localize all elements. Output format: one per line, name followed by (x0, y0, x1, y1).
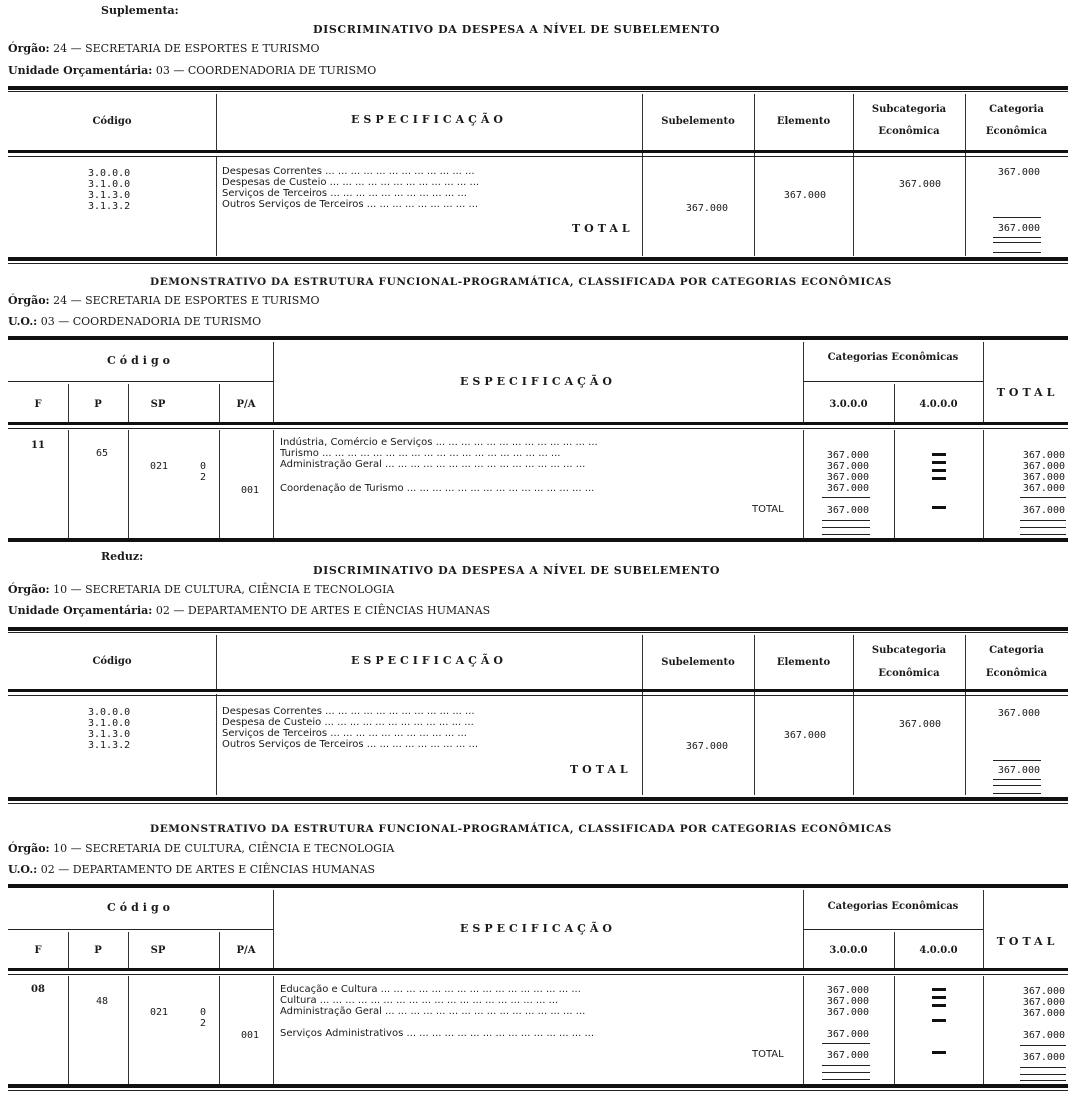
col-categorias: Categorias Econômicas (827, 901, 959, 912)
col3-values (803, 450, 869, 494)
code: 3.1.0.0 (88, 179, 131, 190)
col-codigo: Código (92, 116, 132, 127)
p-value: 65 (95, 448, 108, 459)
col-subelemento: Subelemento (661, 657, 735, 668)
list-item: Indústria, Comércio e Serviços ... ... ... ... ... ... ... ... ... ... ... ... ... (280, 437, 598, 448)
dash (932, 469, 946, 472)
section-title: DEMONSTRATIVO DA ESTRUTURA FUNCIONAL-PROGRAMÁTICA, CLASSIFICADA POR CATEGORIAS ECONÔMICAS (150, 823, 892, 835)
col-especificacao: ESPECIFICAÇÃO (350, 113, 507, 126)
col4-values (894, 450, 983, 485)
elemento-value: 367.000 (783, 730, 826, 741)
list-item: Outros Serviços de Terceiros ... ... ... ... ... ... ... ... ... (222, 739, 479, 750)
orgao-value: 10 — SECRETARIA DE CULTURA, CIÊNCIA E TECNOLOGIA (53, 842, 395, 855)
col-subelemento: Subelemento (661, 116, 735, 127)
col3-values (803, 985, 869, 1040)
col-total: TOTAL (996, 386, 1059, 399)
col-subcategoria-2: Econômica (878, 668, 940, 679)
value: 367.000 (826, 450, 869, 461)
categoria-total: 367.000 (997, 765, 1040, 776)
col-elemento: Elemento (776, 657, 831, 668)
value: 367.000 (1022, 997, 1065, 1008)
subelemento-value: 367.000 (685, 203, 728, 214)
table-top-rule-thin (8, 91, 1068, 92)
categoria-value: 367.000 (997, 708, 1040, 719)
table-top-rule (8, 336, 1068, 340)
col-f: F (34, 945, 42, 956)
sp-value: 021 (149, 1007, 168, 1018)
dash (932, 453, 946, 456)
total-label: TOTAL (570, 763, 632, 776)
col-p: P (94, 945, 102, 956)
list-item: Serviços de Terceiros ... ... ... ... ... ... ... ... ... ... ... (222, 188, 467, 199)
codes-list (88, 168, 148, 212)
subelemento-value: 367.000 (685, 741, 728, 752)
list-item: Despesa de Custeio ... ... ... ... ... ... ... ... ... ... ... ... (222, 717, 474, 728)
col4-values (894, 985, 983, 1027)
value: 367.000 (1022, 461, 1065, 472)
uo-value: 03 — COORDENADORIA DE TURISMO (40, 315, 262, 328)
f-value: 11 (31, 440, 45, 451)
col-3000: 3.0.0.0 (829, 945, 868, 956)
unidade-line (8, 64, 376, 77)
header-rule (8, 422, 1068, 425)
col-elemento: Elemento (776, 116, 831, 127)
col-sp: SP (150, 945, 166, 956)
pa-value: 001 (240, 1030, 259, 1041)
unidade-value: 03 — COORDENADORIA DE TURISMO (155, 64, 377, 77)
col-3000: 3.0.0.0 (829, 399, 868, 410)
total-3000: 367.000 (826, 1050, 869, 1061)
list-item: Coordenação de Turismo ... ... ... ... ... ... ... ... ... ... ... ... ... ... ... (280, 483, 595, 494)
items-list (280, 984, 798, 1039)
col-categorias: Categorias Econômicas (827, 352, 959, 363)
value: 367.000 (826, 1029, 869, 1040)
orgao-value: 24 — SECRETARIA DE ESPORTES E TURISMO (53, 294, 320, 307)
code: 3.1.3.2 (88, 740, 131, 751)
orgao-line (8, 842, 394, 855)
sp-sub-item: 0 (200, 1007, 207, 1018)
orgao-value: 24 — SECRETARIA DE ESPORTES E TURISMO (53, 42, 320, 55)
value: 367.000 (826, 985, 869, 996)
section-action-label: Reduz: (101, 550, 144, 563)
table-bottom-rule (8, 797, 1068, 801)
uo-label: U.O.: (8, 863, 38, 876)
subcategoria-value: 367.000 (898, 719, 941, 730)
col-subcategoria-2: Econômica (878, 126, 940, 137)
list-item: Administração Geral ... ... ... ... ... ... ... ... ... ... ... ... ... ... ... ... (280, 1006, 586, 1017)
table-bottom-rule (8, 257, 1068, 261)
total-3000: 367.000 (826, 505, 869, 516)
orgao-label: Órgão: (8, 42, 50, 55)
list-item: Serviços de Terceiros ... ... ... ... ... ... ... ... ... ... ... (222, 728, 467, 739)
col-pa: P/A (236, 945, 256, 956)
value: 367.000 (826, 461, 869, 472)
header-rule (8, 968, 1068, 971)
sp-sub-item: 2 (200, 472, 207, 483)
orgao-line (8, 294, 320, 307)
code: 3.0.0.0 (88, 707, 131, 718)
col-f: F (34, 399, 42, 410)
total-values (983, 986, 1065, 1041)
unidade-label: Unidade Orçamentária: (8, 604, 153, 617)
section-title: DISCRIMINATIVO DA DESPESA A NÍVEL DE SUBELEMENTO (313, 23, 721, 36)
orgao-label: Órgão: (8, 583, 50, 596)
total-label: TOTAL (752, 504, 784, 515)
unidade-label: Unidade Orçamentária: (8, 64, 153, 77)
col-categoria: Categoria (989, 645, 1044, 656)
unidade-value: 02 — DEPARTAMENTO DE ARTES E CIÊNCIAS HUMANAS (155, 604, 491, 617)
grand-total: 367.000 (1022, 1052, 1065, 1063)
col-categoria: Categoria (989, 104, 1044, 115)
col-categoria-2: Econômica (985, 126, 1048, 137)
value: 367.000 (1022, 472, 1065, 483)
items-list (222, 166, 636, 210)
dash (932, 996, 946, 999)
total-4000 (894, 503, 983, 514)
sp-sub (200, 1007, 206, 1029)
value: 367.000 (826, 472, 869, 483)
header-rule (8, 689, 1068, 692)
col-sp: SP (150, 399, 166, 410)
value: 367.000 (1022, 1008, 1065, 1019)
items-list (222, 706, 636, 750)
unidade-line (8, 604, 490, 617)
col-total: TOTAL (996, 935, 1059, 948)
col-especificacao: ESPECIFICAÇÃO (350, 654, 507, 667)
value: 367.000 (1022, 450, 1065, 461)
orgao-label: Órgão: (8, 842, 50, 855)
elemento-value: 367.000 (783, 190, 826, 201)
p-value: 48 (95, 996, 108, 1007)
col-especificacao: ESPECIFICAÇÃO (459, 375, 616, 388)
categoria-value: 367.000 (997, 167, 1040, 178)
orgao-value: 10 — SECRETARIA DE CULTURA, CIÊNCIA E TECNOLOGIA (53, 583, 395, 596)
sp-sub-item: 0 (200, 461, 207, 472)
orgao-line (8, 583, 394, 596)
dash (932, 988, 946, 991)
col-subcategoria: Subcategoria (871, 645, 947, 656)
uo-label: U.O.: (8, 315, 38, 328)
section-action-label: Suplementa: (101, 4, 179, 17)
col-especificacao: ESPECIFICAÇÃO (459, 922, 616, 935)
header-rule (8, 150, 1068, 153)
code: 3.1.0.0 (88, 718, 131, 729)
value: 367.000 (1022, 483, 1065, 494)
col-pa: P/A (236, 399, 256, 410)
total-label: TOTAL (752, 1049, 784, 1060)
col-codigo: Código (92, 656, 132, 667)
dash (932, 1051, 946, 1054)
value: 367.000 (826, 483, 869, 494)
table-top-rule (8, 884, 1068, 888)
pa-value: 001 (240, 485, 259, 496)
sp-sub-item: 2 (200, 1018, 207, 1029)
col-4000: 4.0.0.0 (919, 399, 958, 410)
uo-line (8, 863, 375, 876)
col-categoria-2: Econômica (985, 668, 1048, 679)
value: 367.000 (1022, 986, 1065, 997)
table-top-rule (8, 627, 1068, 631)
list-item: Cultura ... ... ... ... ... ... ... ... ... ... ... ... ... ... ... ... ... ... ... (280, 995, 559, 1006)
total-values (983, 450, 1065, 494)
value: 367.000 (1022, 1030, 1065, 1041)
list-item: Turismo ... ... ... ... ... ... ... ... ... ... ... ... ... ... ... ... ... ... ... (280, 448, 561, 459)
list-item: Serviços Administrativos ... ... ... ... ... ... ... ... ... ... ... ... ... ... ... (280, 1028, 594, 1039)
grand-total: 367.000 (1022, 505, 1065, 516)
sp-value: 021 (149, 461, 168, 472)
col-4000: 4.0.0.0 (919, 945, 958, 956)
dash (932, 506, 946, 509)
value: 367.000 (826, 996, 869, 1007)
total-label: TOTAL (572, 222, 634, 235)
dash (932, 1019, 946, 1022)
code: 3.1.3.2 (88, 201, 131, 212)
code: 3.1.3.0 (88, 190, 131, 201)
list-item: Despesas Correntes ... ... ... ... ... ... ... ... ... ... ... ... (222, 166, 475, 177)
uo-line (8, 315, 261, 328)
orgao-label: Órgão: (8, 294, 50, 307)
col-codigo: Código (107, 901, 174, 914)
dash (932, 477, 946, 480)
list-item: Administração Geral ... ... ... ... ... ... ... ... ... ... ... ... ... ... ... ... (280, 459, 586, 470)
dash (932, 1004, 946, 1007)
section-title: DISCRIMINATIVO DA DESPESA A NÍVEL DE SUBELEMENTO (313, 564, 721, 577)
table-bottom-rule (8, 1084, 1068, 1088)
codes-list (88, 707, 148, 751)
list-item: Educação e Cultura ... ... ... ... ... ... ... ... ... ... ... ... ... ... ... ... (280, 984, 581, 995)
sp-sub (200, 461, 206, 483)
col-subcategoria: Subcategoria (871, 104, 947, 115)
table-bottom-rule (8, 538, 1068, 542)
dash (932, 461, 946, 464)
col-p: P (94, 399, 102, 410)
value: 367.000 (826, 1007, 869, 1018)
orgao-line (8, 42, 320, 55)
table-top-rule (8, 86, 1068, 90)
list-item: Outros Serviços de Terceiros ... ... ... ... ... ... ... ... ... (222, 199, 479, 210)
subcategoria-value: 367.000 (898, 179, 941, 190)
items-list (280, 437, 798, 494)
section-title: DEMONSTRATIVO DA ESTRUTURA FUNCIONAL-PROGRAMÁTICA, CLASSIFICADA POR CATEGORIAS ECONÔMICAS (150, 276, 892, 288)
f-value: 08 (31, 984, 45, 995)
categoria-total: 367.000 (997, 223, 1040, 234)
list-item: Despesas Correntes ... ... ... ... ... ... ... ... ... ... ... ... (222, 706, 475, 717)
col-codigo: Código (107, 354, 174, 367)
uo-value: 02 — DEPARTAMENTO DE ARTES E CIÊNCIAS HUMANAS (40, 863, 376, 876)
total-4000 (894, 1048, 983, 1059)
list-item: Despesas de Custeio ... ... ... ... ... ... ... ... ... ... ... ... (222, 177, 480, 188)
code: 3.1.3.0 (88, 729, 131, 740)
code: 3.0.0.0 (88, 168, 131, 179)
